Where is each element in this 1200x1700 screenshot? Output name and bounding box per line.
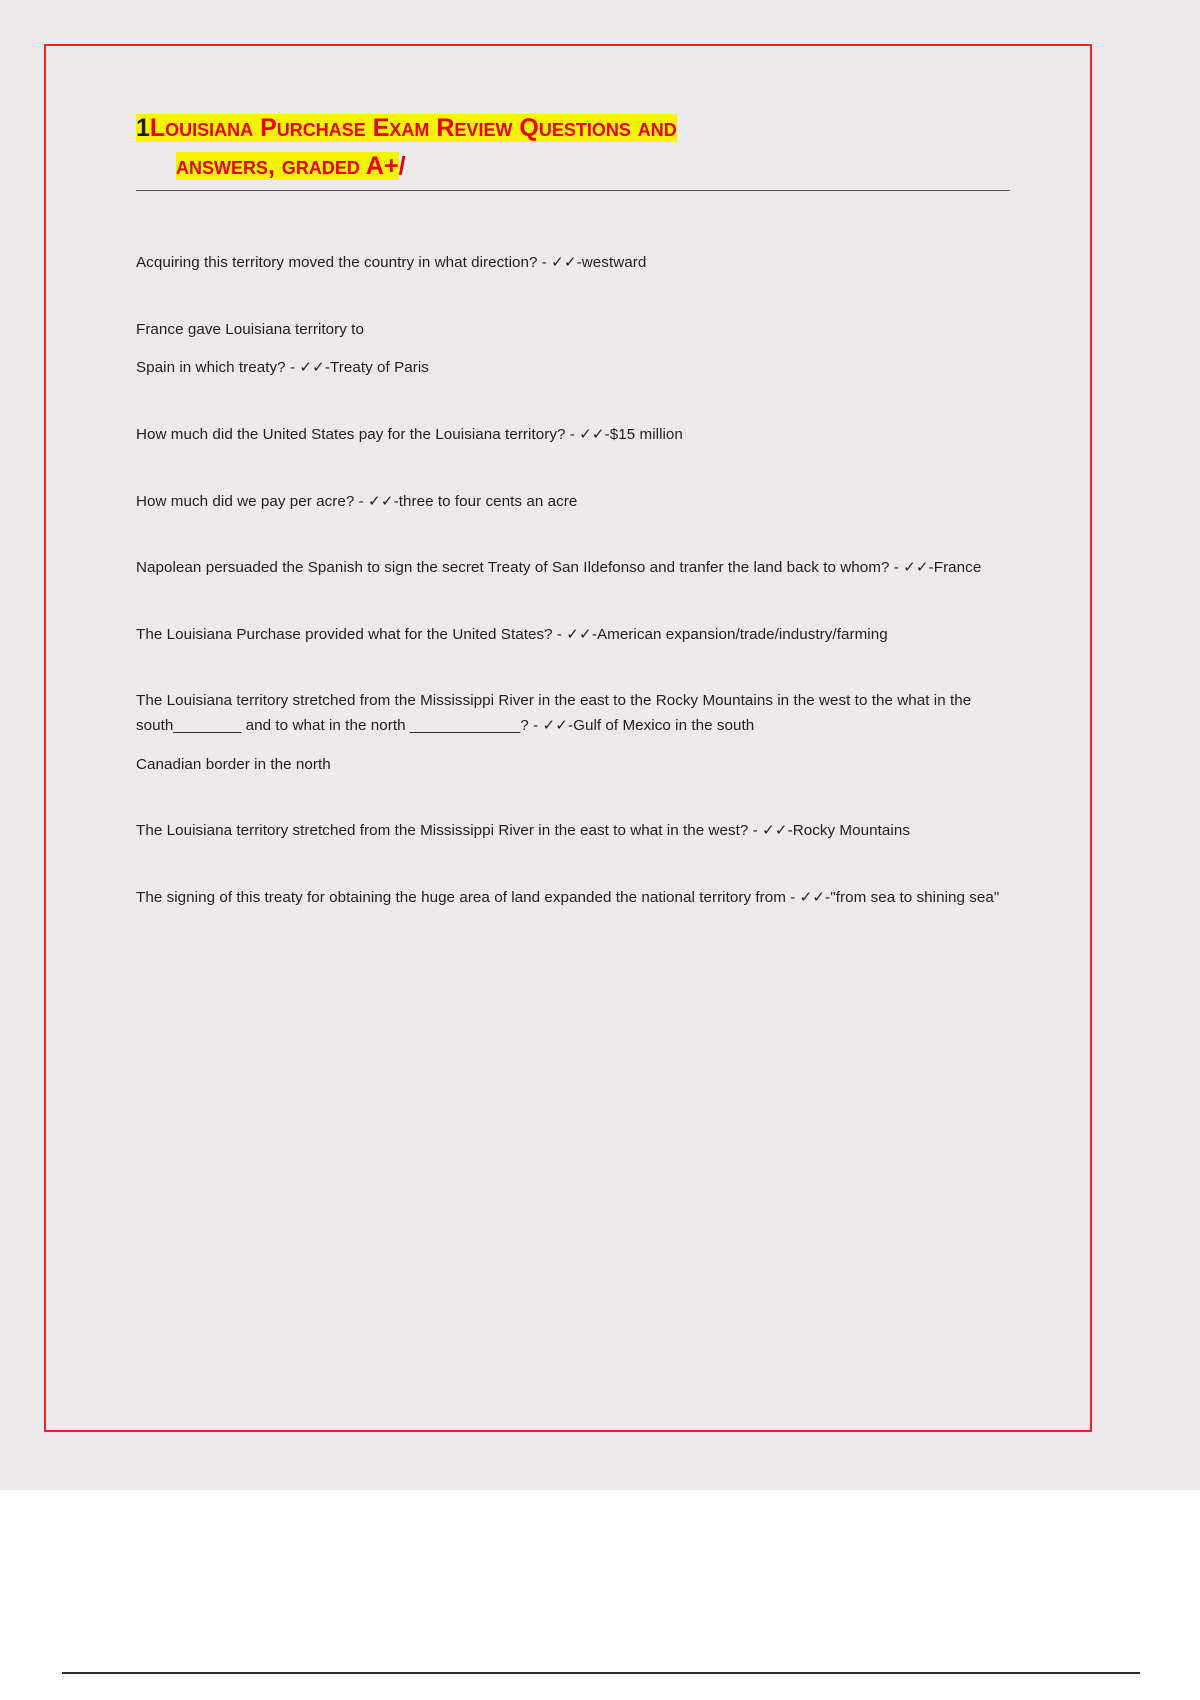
document-title-slash: /: [398, 152, 406, 180]
qa-item: [136, 251, 1016, 276]
document-title-line-1: [136, 112, 1010, 144]
qa-item: [136, 490, 1016, 515]
question-answer-list: [136, 251, 1016, 911]
qa-item: [136, 556, 1016, 581]
qa-line: Spain in which treaty? - ✓✓-Treaty of Paris: [136, 359, 429, 377]
qa-line: Canadian border in the north: [136, 755, 331, 773]
document-content: [136, 112, 1016, 953]
qa-line: The Louisiana Purchase provided what for the United States? - ✓✓-American expansion/trade/industry/farming: [136, 625, 888, 643]
qa-item: [136, 689, 1016, 777]
qa-line: The Louisiana territory stretched from the Mississippi River in the east to the Rocky Mountains in the west to the what in the south________ and to what in the north _____________? - ✓✓-Gulf of Mexico in the south: [136, 692, 972, 734]
qa-line: France gave Louisiana territory to: [136, 320, 364, 338]
document-red-border-frame: [44, 44, 1092, 1432]
document-title-line-2: [176, 150, 1010, 182]
qa-line: How much did the United States pay for the Louisiana territory? - ✓✓-$15 million: [136, 425, 683, 443]
qa-line: How much did we pay per acre? - ✓✓-three to four cents an acre: [136, 492, 578, 510]
qa-item: [136, 423, 1016, 448]
page-bottom-whitespace: [0, 1490, 1200, 1700]
qa-item: [136, 819, 1016, 844]
qa-line: Napolean persuaded the Spanish to sign the secret Treaty of San Ildefonso and tranfer the land back to whom? - ✓✓-France: [136, 559, 982, 577]
qa-item: [136, 318, 1016, 381]
qa-item: [136, 623, 1016, 648]
document-title-number: 1: [136, 114, 150, 142]
qa-line: The Louisiana territory stretched from the Mississippi River in the east to what in the west? - ✓✓-Rocky Mountains: [136, 822, 910, 840]
document-title-text-continued: answers, graded A+: [176, 152, 399, 180]
document-title-text: Louisiana Purchase Exam Review Questions and: [149, 114, 677, 142]
page-bottom-divider: [62, 1672, 1140, 1674]
qa-line: Acquiring this territory moved the country in what direction? - ✓✓-westward: [136, 254, 647, 271]
qa-item: [136, 886, 1016, 911]
qa-line: The signing of this treaty for obtaining the huge area of land expanded the national territory from - ✓✓-"from sea to shining sea": [136, 888, 1000, 906]
document-title-block: [136, 112, 1010, 191]
